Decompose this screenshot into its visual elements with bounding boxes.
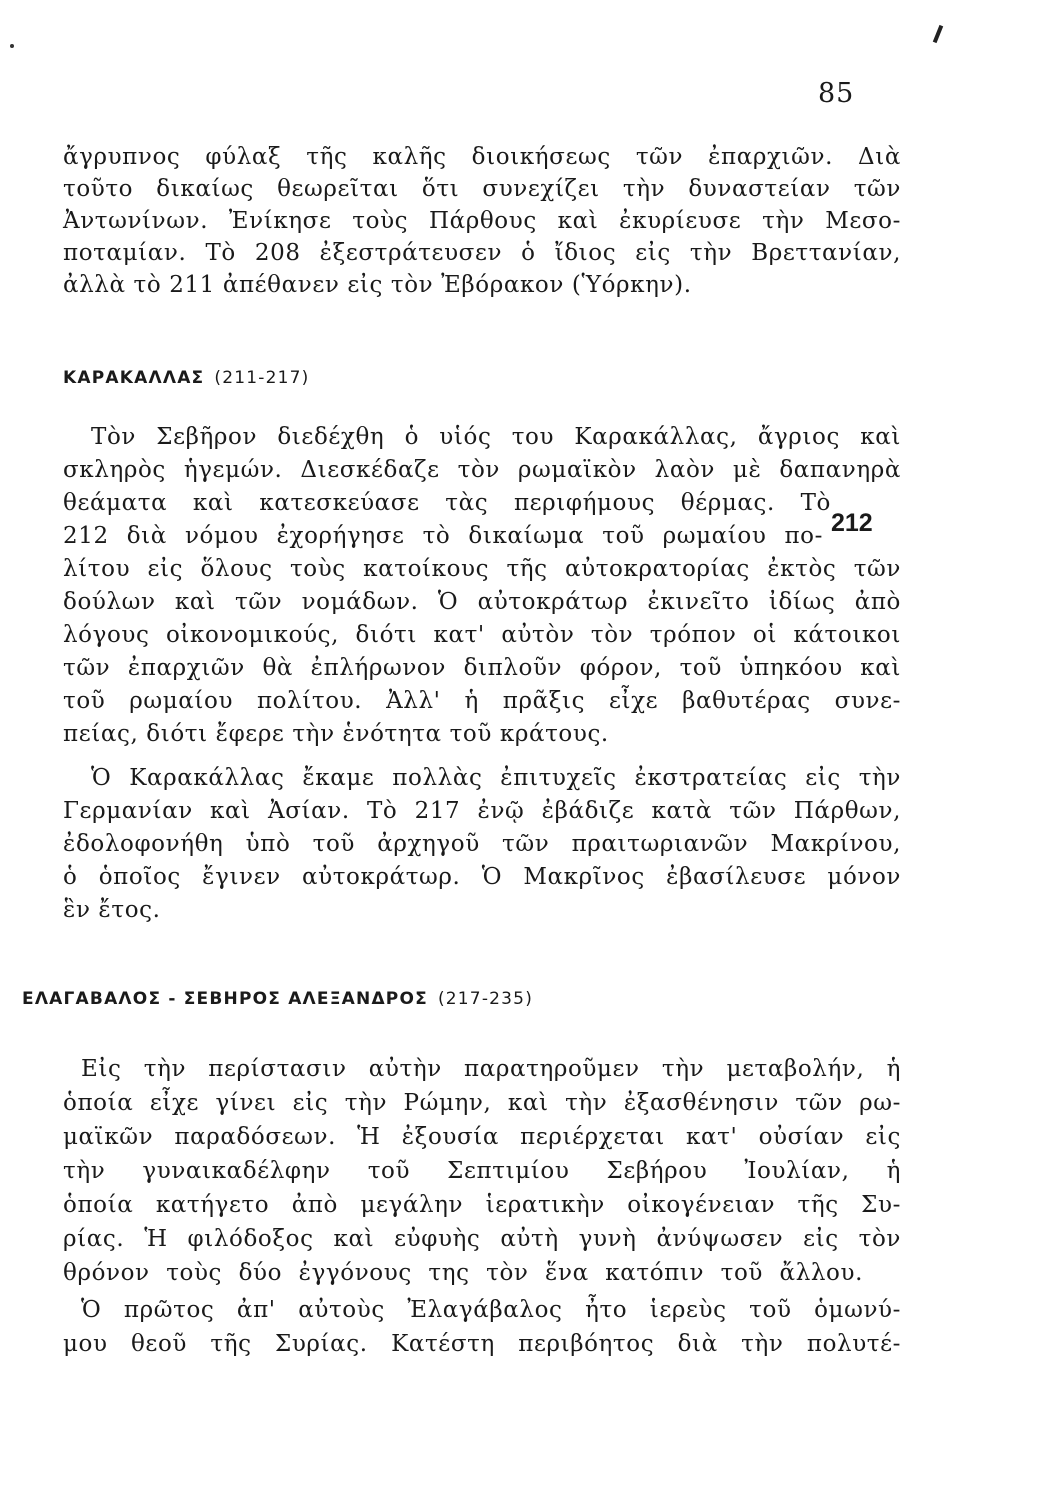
section-heading-caracalla xyxy=(63,368,309,388)
text-line: Ἀντωνίνων. Ἐνίκησε τοὺς Πάρθους καὶ ἐκυρίευσε τὴν Μεσο- xyxy=(63,208,901,234)
margin-year-note: 212 xyxy=(831,509,873,537)
pencil-mark xyxy=(933,25,943,43)
text-line: δούλων καὶ τῶν νομάδων. Ὁ αὐτοκράτωρ ἐκινεῖτο ἰδίως ἀπὸ xyxy=(63,589,901,615)
scan-speck xyxy=(10,44,14,48)
text-line: τῶν ἐπαρχιῶν θὰ ἐπλήρωνον διπλοῦν φόρον, τοῦ ὑπηκόου καὶ xyxy=(63,655,901,681)
section-title: ΕΛΑΓΑΒΑΛΟΣ - ΣΕΒΗΡΟΣ ΑΛΕΞΑΝΔΡΟΣ xyxy=(22,989,428,1009)
section-years: (217-235) xyxy=(437,989,534,1009)
text-line: ἄγρυπνος φύλαξ τῆς καλῆς διοικήσεως τῶν ἐπαρχιῶν. Διὰ xyxy=(63,144,901,170)
text-line: ποταμίαν. Τὸ 208 ἐξεστράτευσεν ὁ ἴδιος εἰς τὴν Βρεττανίαν, xyxy=(63,240,901,266)
text-line: ἓν ἔτος. xyxy=(63,897,161,923)
text-line: θρόνον τοὺς δύο ἐγγόνους της τὸν ἕνα κατόπιν τοῦ ἄλλου. xyxy=(63,1260,863,1286)
text-line: ρίας. Ἡ φιλόδοξος καὶ εὐφυὴς αὐτὴ γυνὴ ἀνύψωσεν εἰς τὸν xyxy=(63,1226,901,1252)
text-line: τὴν γυναικαδέλφην τοῦ Σεπτιμίου Σεβήρου Ἰουλίαν, ἡ xyxy=(63,1158,901,1184)
text-line: τοῦτο δικαίως θεωρεῖται ὅτι συνεχίζει τὴν δυναστείαν τῶν xyxy=(63,176,901,202)
text-line: Ὁ Καρακάλλας ἔκαμε πολλὰς ἐπιτυχεῖς ἐκστρατείας εἰς τὴν xyxy=(91,765,901,791)
text-line: λίτου εἰς ὅλους τοὺς κατοίκους τῆς αὐτοκρατορίας ἐκτὸς τῶν xyxy=(63,556,901,582)
text-line: λόγους οἰκονομικούς, διότι κατ' αὐτὸν τὸν τρόπον οἱ κάτοικοι xyxy=(63,622,901,648)
section-heading-elagabalus xyxy=(22,989,533,1009)
text-line: μου θεοῦ τῆς Συρίας. Κατέστη περιβόητος διὰ τὴν πολυτέ- xyxy=(63,1331,901,1357)
text-line: θεάματα καὶ κατεσκεύασε τὰς περιφήμους θέρμας. Τὸ xyxy=(63,490,831,516)
text-line: 212 διὰ νόμου ἐχορήγησε τὸ δικαίωμα τοῦ ρωμαίου πο- xyxy=(63,523,823,549)
text-line: σκληρὸς ἡγεμών. Διεσκέδαζε τὸν ρωμαϊκὸν λαὸν μὲ δαπανηρὰ xyxy=(63,457,901,483)
text-line: ὁποία κατήγετο ἀπὸ μεγάλην ἱερατικὴν οἰκογένειαν τῆς Συ- xyxy=(63,1192,901,1218)
text-line: πείας, διότι ἔφερε τὴν ἑνότητα τοῦ κράτους. xyxy=(63,721,609,747)
text-line: Γερμανίαν καὶ Ἀσίαν. Τὸ 217 ἐνῷ ἐβάδιζε κατὰ τῶν Πάρθων, xyxy=(63,798,901,824)
text-line: μαϊκῶν παραδόσεων. Ἡ ἐξουσία περιέρχεται κατ' οὐσίαν εἰς xyxy=(63,1124,901,1150)
section-title: ΚΑΡΑΚΑΛΛΑΣ xyxy=(63,368,205,388)
text-line: τοῦ ρωμαίου πολίτου. Ἀλλ' ἡ πρᾶξις εἶχε βαθυτέρας συνε- xyxy=(63,688,901,714)
page-number: 85 xyxy=(818,78,855,109)
text-line: ἐδολοφονήθη ὑπὸ τοῦ ἀρχηγοῦ τῶν πραιτωριανῶν Μακρίνου, xyxy=(63,831,901,857)
section-years: (211-217) xyxy=(214,368,310,388)
text-line: Εἰς τὴν περίστασιν αὐτὴν παρατηροῦμεν τὴν μεταβολήν, ἡ xyxy=(81,1056,901,1082)
text-line: Τὸν Σεβῆρον διεδέχθη ὁ υἱός του Καρακάλλας, ἄγριος καὶ xyxy=(91,424,901,450)
text-line: Ὁ πρῶτος ἀπ' αὐτοὺς Ἐλαγάβαλος ἦτο ἱερεὺς τοῦ ὁμωνύ- xyxy=(81,1297,901,1323)
text-line: ἀλλὰ τὸ 211 ἀπέθανεν εἰς τὸν Ἐβόρακον (Ὑόρκην). xyxy=(63,272,692,298)
text-line: ὁποία εἶχε γίνει εἰς τὴν Ρώμην, καὶ τὴν ἐξασθένησιν τῶν ρω- xyxy=(63,1090,901,1116)
text-line: ὁ ὁποῖος ἔγινεν αὐτοκράτωρ. Ὁ Μακρῖνος ἐβασίλευσε μόνον xyxy=(63,864,901,890)
